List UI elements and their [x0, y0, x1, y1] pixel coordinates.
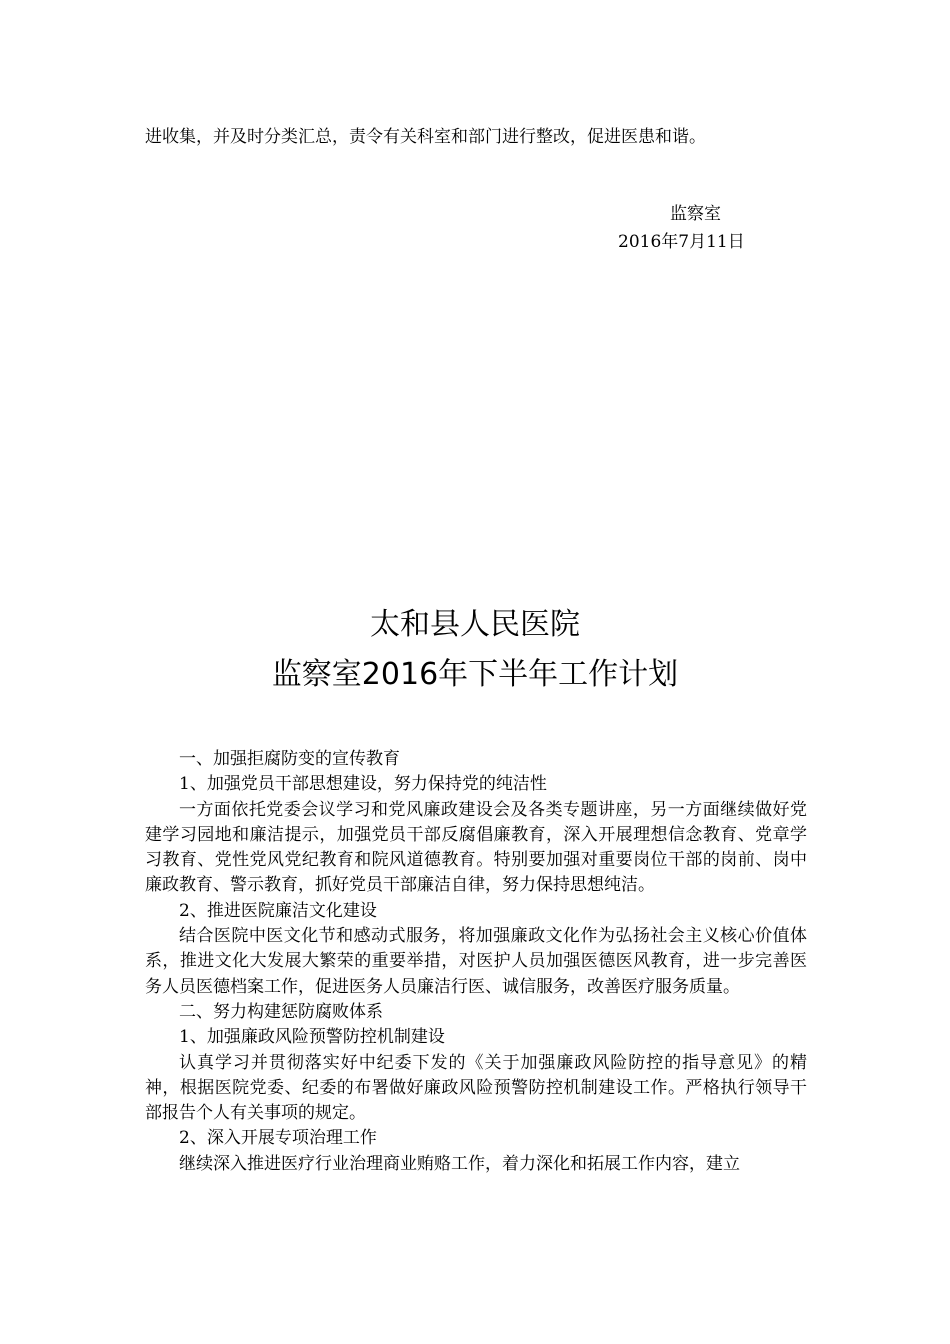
body-paragraph: 结合医院中医文化节和感动式服务，将加强廉政文化作为弘扬社会主义核心价值体系，推进文化大发展大繁荣的重要举措，对医护人员加强医德医风教育，进一步完善医务人员医德档案工作，促进医务人员廉洁行医、诚信服务，改善医疗服务质量。 — [145, 926, 807, 997]
title-line-1: 太和县人民医院 — [370, 607, 580, 642]
title-line-2: 监察室2016年下半年工作计划 — [271, 657, 679, 692]
signature-date: 2016年7月11日 — [618, 232, 745, 252]
signature-block — [560, 200, 810, 256]
body-paragraph: 继续深入推进医疗行业治理商业贿赂工作，着力深化和拓展工作内容，建立 — [179, 1153, 740, 1174]
subsection-heading-1-1: 1、加强党员干部思想建设，努力保持党的纯洁性 — [179, 774, 547, 795]
body-paragraph: 一方面依托党委会议学习和党风廉政建设会及各类专题讲座，另一方面继续做好党建学习园地和廉洁提示，加强党员干部反腐倡廉教育，深入开展理想信念教育、党章学习教育、党性党风党纪教育和院风道德教育。特别要加强对重要岗位干部的岗前、岗中廉政教育、警示教育，抓好党员干部廉洁自律，努力保持思想纯洁。 — [145, 799, 807, 896]
subsection-heading-2-1: 1、加强廉政风险预警防控机制建设 — [179, 1027, 445, 1048]
document-body — [145, 747, 807, 1177]
signature-office: 监察室 — [670, 204, 721, 224]
continuation-paragraph: 进收集，并及时分类汇总，责令有关科室和部门进行整改，促进医患和谐。 — [145, 127, 706, 147]
subsection-heading-1-2: 2、推进医院廉洁文化建设 — [179, 900, 377, 921]
body-paragraph: 认真学习并贯彻落实好中纪委下发的《关于加强廉政风险防控的指导意见》的精神，根据医院党委、纪委的布署做好廉政风险预警防控机制建设工作。严格执行领导干部报告个人有关事项的规定。 — [145, 1052, 807, 1124]
section-heading-1: 一、加强拒腐防变的宣传教育 — [179, 749, 400, 769]
document-title — [0, 600, 950, 700]
subsection-heading-2-2: 2、深入开展专项治理工作 — [179, 1128, 377, 1149]
section-heading-2: 二、努力构建惩防腐败体系 — [179, 1001, 383, 1022]
